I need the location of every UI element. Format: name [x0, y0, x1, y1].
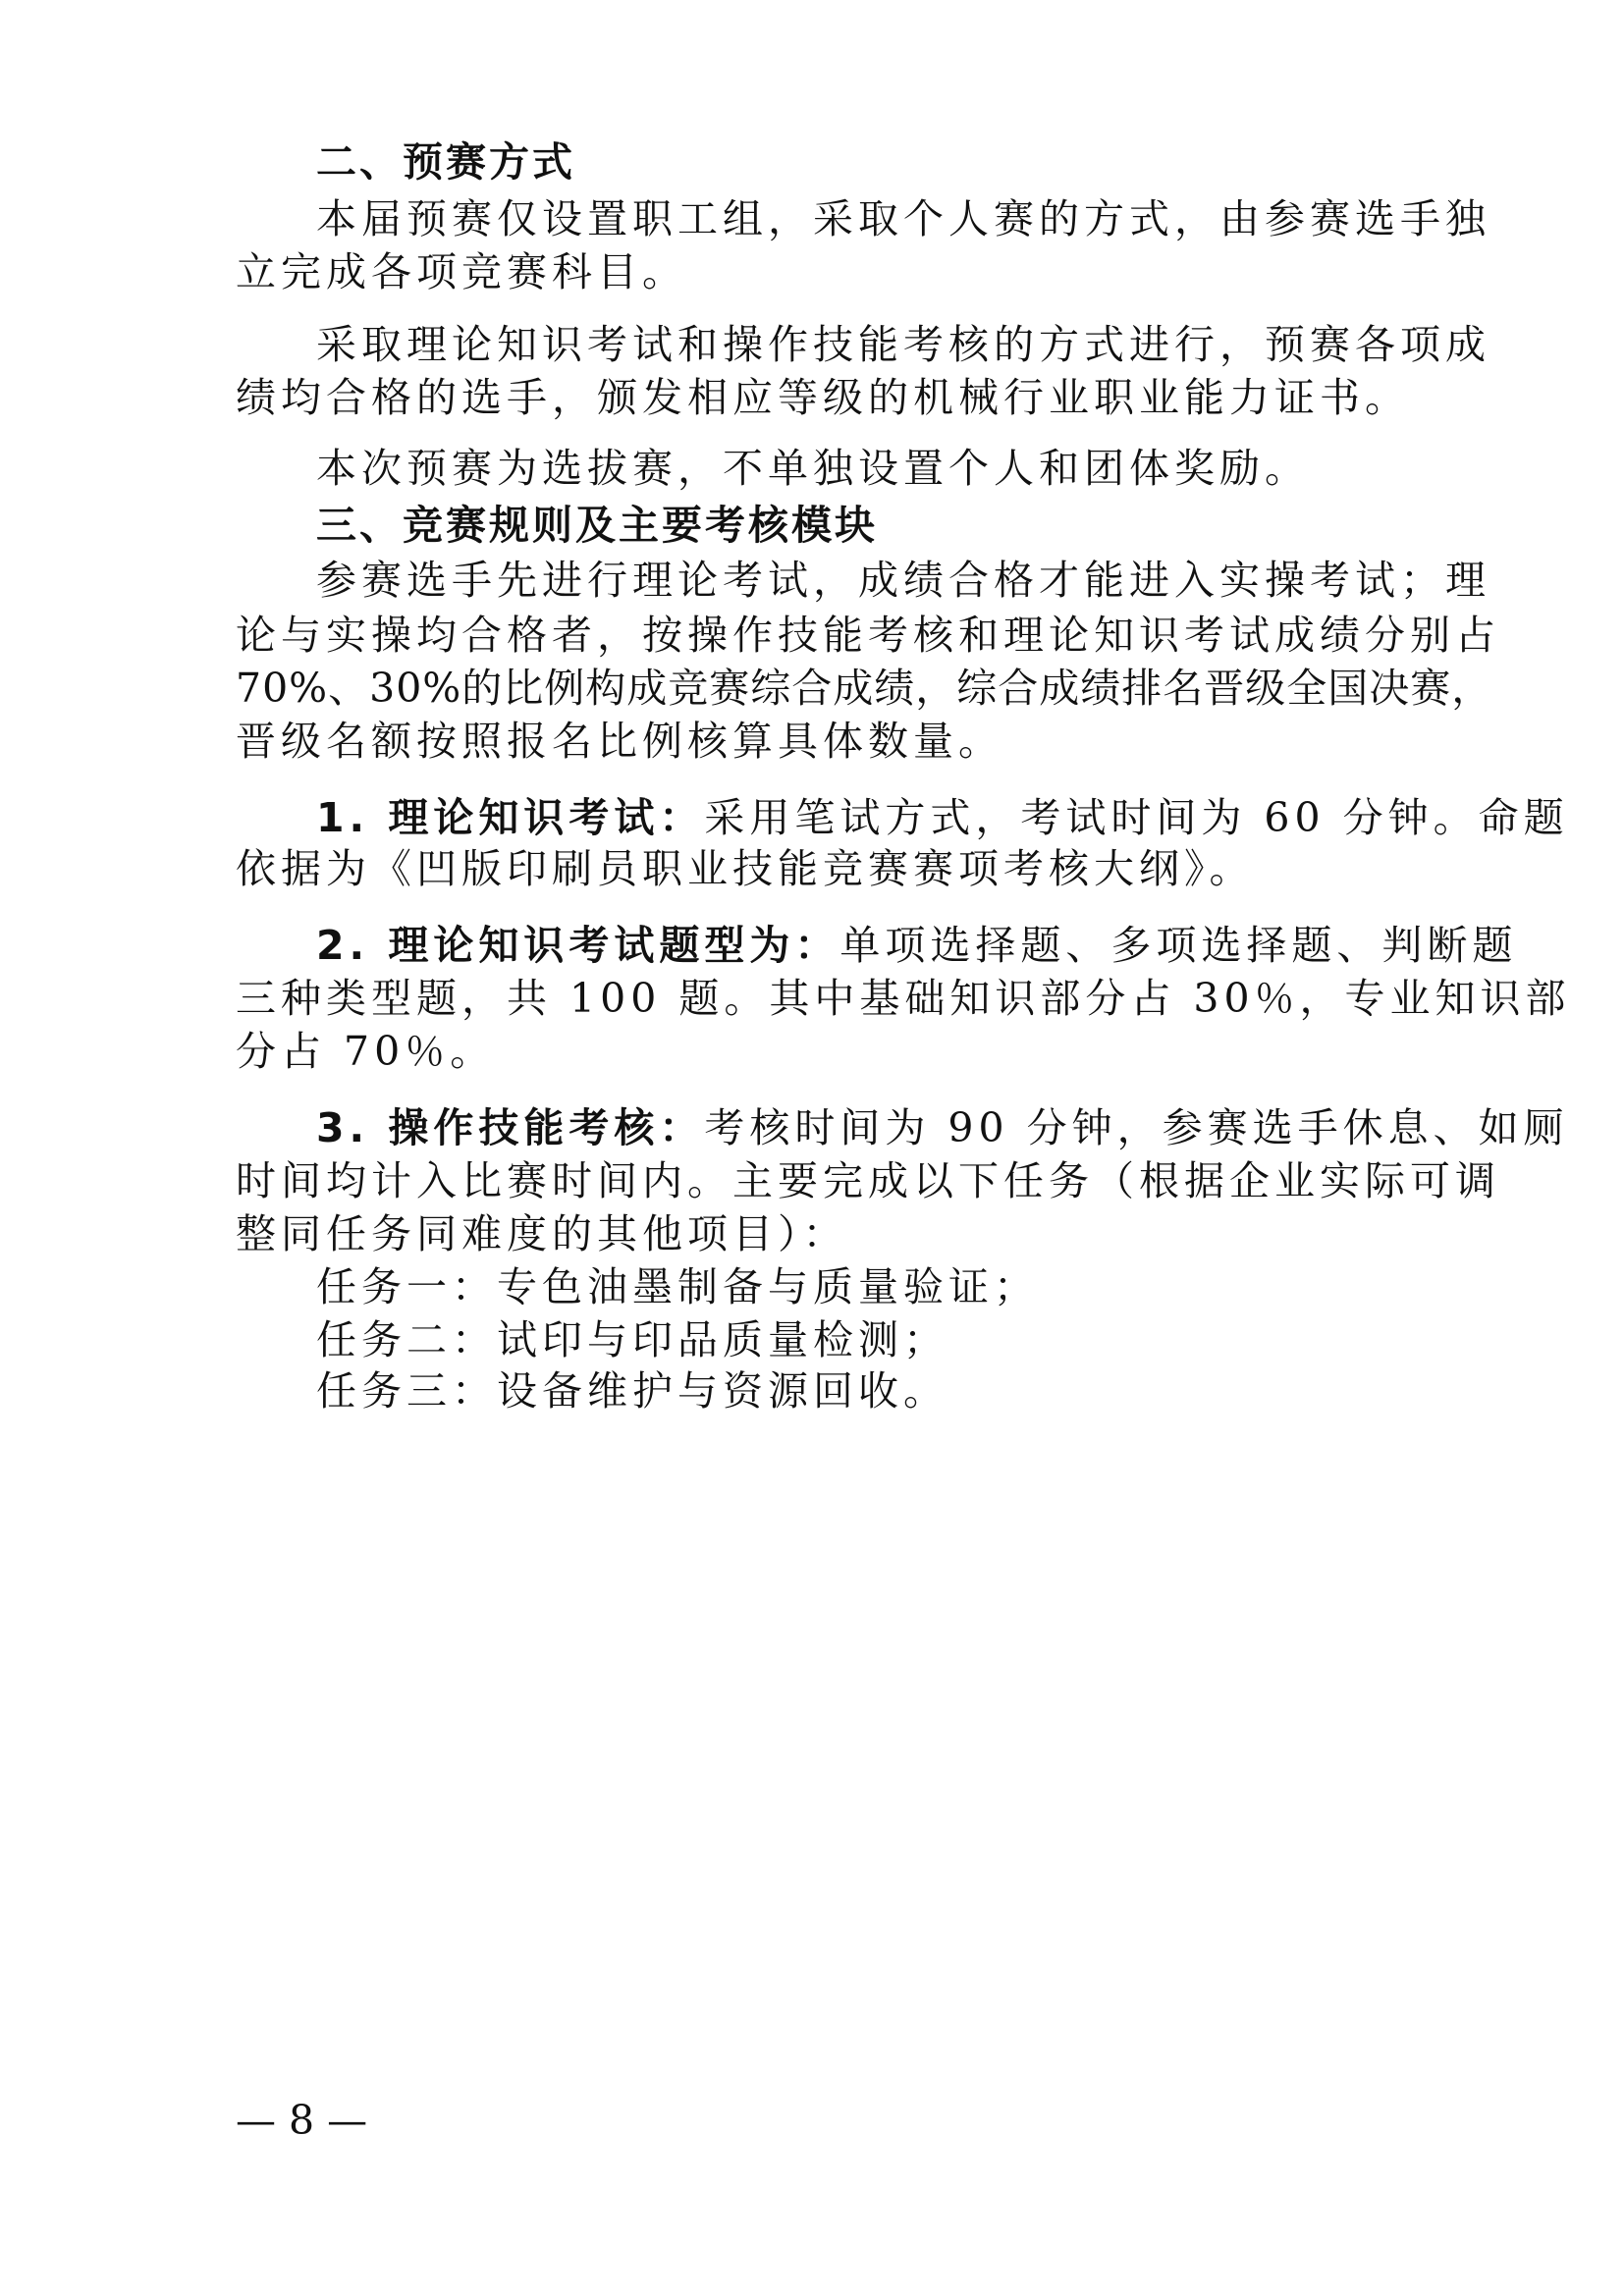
section-heading-preliminary-format: 二、预赛方式	[316, 138, 575, 186]
list-item-text: 采用笔试方式，考试时间为 60 分钟。命题	[704, 794, 1569, 841]
paragraph-line: 70%、30%的比例构成竞赛综合成绩，综合成绩排名晋级全国决赛，	[236, 665, 1493, 712]
paragraph-line: 分占 70％。	[236, 1028, 496, 1075]
list-item-text: 考核时间为 90 分钟，参赛选手休息、如厕	[704, 1104, 1569, 1151]
paragraph-line: 时间均计入比赛时间内。主要完成以下任务（根据企业实际可调	[236, 1157, 1500, 1204]
task-item: 任务二：试印与印品质量检测；	[316, 1316, 948, 1363]
list-item-text: 单项选择题、多项选择题、判断题	[839, 922, 1518, 969]
section-heading-competition-rules: 三、竞赛规则及主要考核模块	[316, 502, 878, 549]
paragraph-line: 本届预赛仅设置职工组，采取个人赛的方式，由参赛选手独	[316, 195, 1490, 242]
paragraph-line: 晋级名额按照报名比例核算具体数量。	[236, 718, 1003, 765]
list-item-question-types	[316, 921, 1518, 970]
paragraph-line: 绩均合格的选手，颁发相应等级的机械行业职业能力证书。	[236, 374, 1410, 421]
paragraph-line: 本次预赛为选拔赛，不单独设置个人和团体奖励。	[316, 445, 1310, 492]
paragraph-line: 依据为《凹版印刷员职业技能竞赛赛项考核大纲》。	[236, 845, 1255, 892]
list-item-label: 2. 理论知识考试题型为：	[316, 922, 840, 969]
paragraph-line: 采取理论知识考试和操作技能考核的方式进行，预赛各项成	[316, 321, 1490, 368]
list-item-theory-exam	[316, 793, 1569, 842]
paragraph-line: 论与实操均合格者，按操作技能考核和理论知识考试成绩分别占	[236, 612, 1500, 659]
paragraph-line: 三种类型题，共 100 题。其中基础知识部分占 30％，专业知识部	[236, 975, 1571, 1022]
task-item: 任务三：设备维护与资源回收。	[316, 1367, 948, 1415]
list-item-label: 1. 理论知识考试：	[316, 794, 705, 841]
paragraph-line: 立完成各项竞赛科目。	[236, 248, 687, 295]
list-item-operation-skills	[316, 1103, 1569, 1152]
page-number: — 8 —	[236, 2097, 368, 2144]
paragraph-line: 参赛选手先进行理论考试，成绩合格才能进入实操考试；理	[316, 557, 1490, 604]
task-item: 任务一：专色油墨制备与质量验证；	[316, 1263, 1039, 1310]
list-item-label: 3. 操作技能考核：	[316, 1104, 705, 1151]
paragraph-line: 整同任务同难度的其他项目）：	[236, 1210, 848, 1257]
